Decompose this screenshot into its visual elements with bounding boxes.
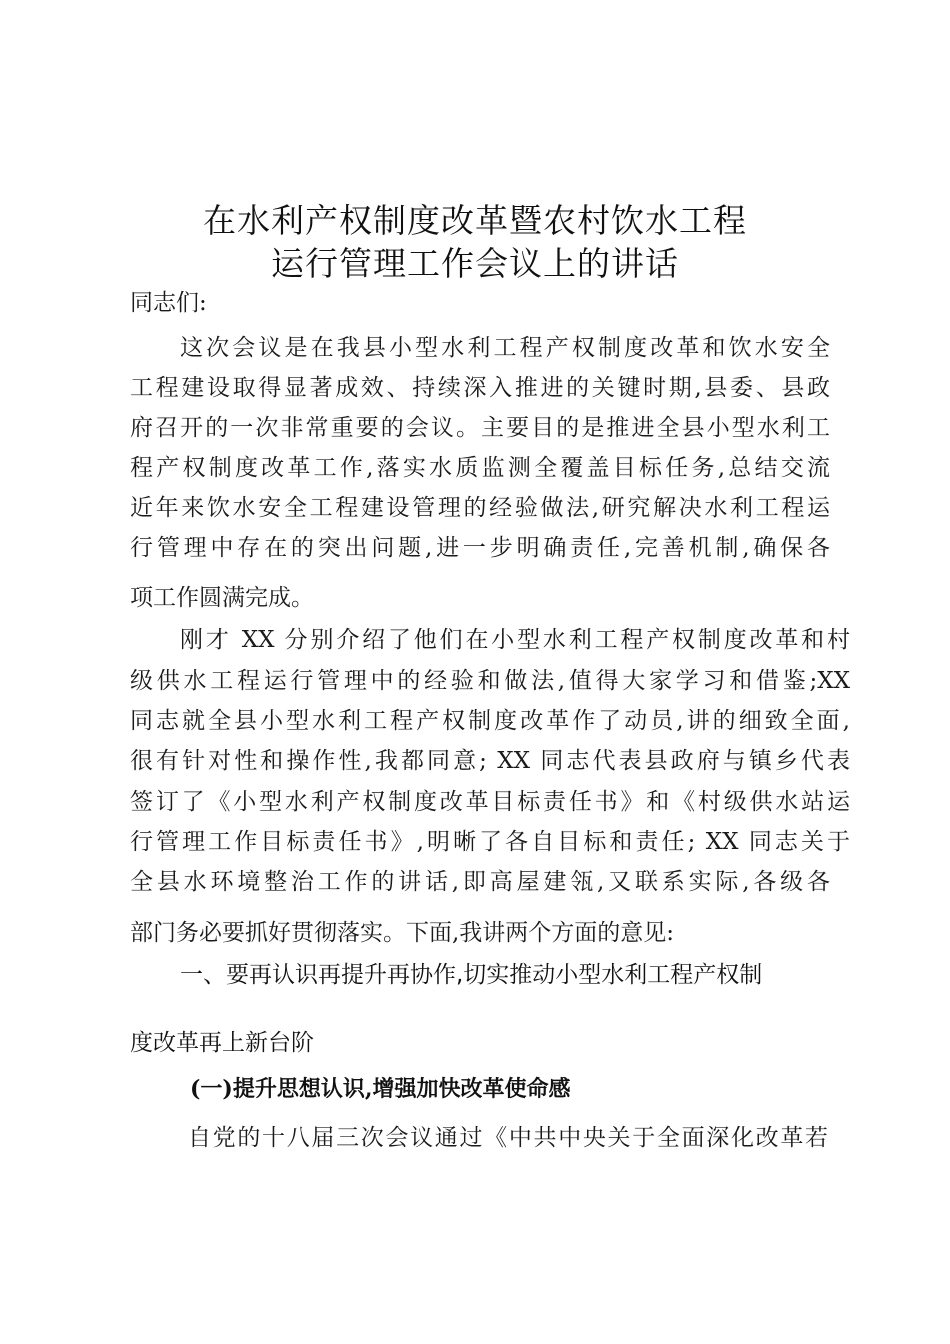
- paragraph-1-line: 府召开的一次非常重要的会议。主要目的是推进全县小型水利工: [130, 415, 830, 441]
- document-title-line-2: 运行管理工作会议上的讲话: [271, 244, 679, 283]
- paragraph-1-line: 项工作圆满完成。: [130, 585, 314, 611]
- subsection-heading-1: (一)提升思想认识,增强加快改革使命感: [190, 1076, 571, 1102]
- paragraph-1-line: 近年来饮水安全工程建设管理的经验做法,研究解决水利工程运: [130, 495, 830, 521]
- paragraph-2-line: 签订了《小型水利产权制度改革目标责任书》和《村级供水站运: [130, 789, 850, 815]
- paragraph-2-line: 级供水工程运行管理中的经验和做法,值得大家学习和借鉴;XX: [130, 668, 850, 694]
- paragraph-1-line: 这次会议是在我县小型水利工程产权制度改革和饮水安全: [180, 335, 830, 361]
- paragraph-1-line: 行管理中存在的突出问题,进一步明确责任,完善机制,确保各: [130, 535, 830, 561]
- paragraph-2-line: 全县水环境整治工作的讲话,即高屋建瓴,又联系实际,各级各: [130, 869, 830, 895]
- section-heading-1-line-1: 一、要再认识再提升再协作,切实推动小型水利工程产权制: [180, 962, 763, 988]
- paragraph-2-line: 同志就全县小型水利工程产权制度改革作了动员,讲的细致全面,: [130, 708, 850, 734]
- paragraph-2-line: 部门务必要抓好贯彻落实。下面,我讲两个方面的意见:: [130, 920, 675, 946]
- document-title-line-1: 在水利产权制度改革暨农村饮水工程: [203, 201, 747, 240]
- paragraph-2-line: 行管理工作目标责任书》,明晰了各自目标和责任; XX 同志关于: [130, 829, 850, 855]
- paragraph-2-line: 刚才 XX 分别介绍了他们在小型水利工程产权制度改革和村: [180, 627, 850, 653]
- salutation: 同志们:: [130, 290, 207, 316]
- paragraph-1-line: 工程建设取得显著成效、持续深入推进的关键时期,县委、县政: [130, 375, 830, 401]
- paragraph-2-line: 很有针对性和操作性,我都同意; XX 同志代表县政府与镇乡代表: [130, 748, 850, 774]
- paragraph-1-line: 程产权制度改革工作,落实水质监测全覆盖目标任务,总结交流: [130, 455, 830, 481]
- section-heading-1-line-2: 度改革再上新台阶: [130, 1030, 314, 1056]
- paragraph-3-line: 自党的十八届三次会议通过《中共中央关于全面深化改革若: [188, 1125, 828, 1151]
